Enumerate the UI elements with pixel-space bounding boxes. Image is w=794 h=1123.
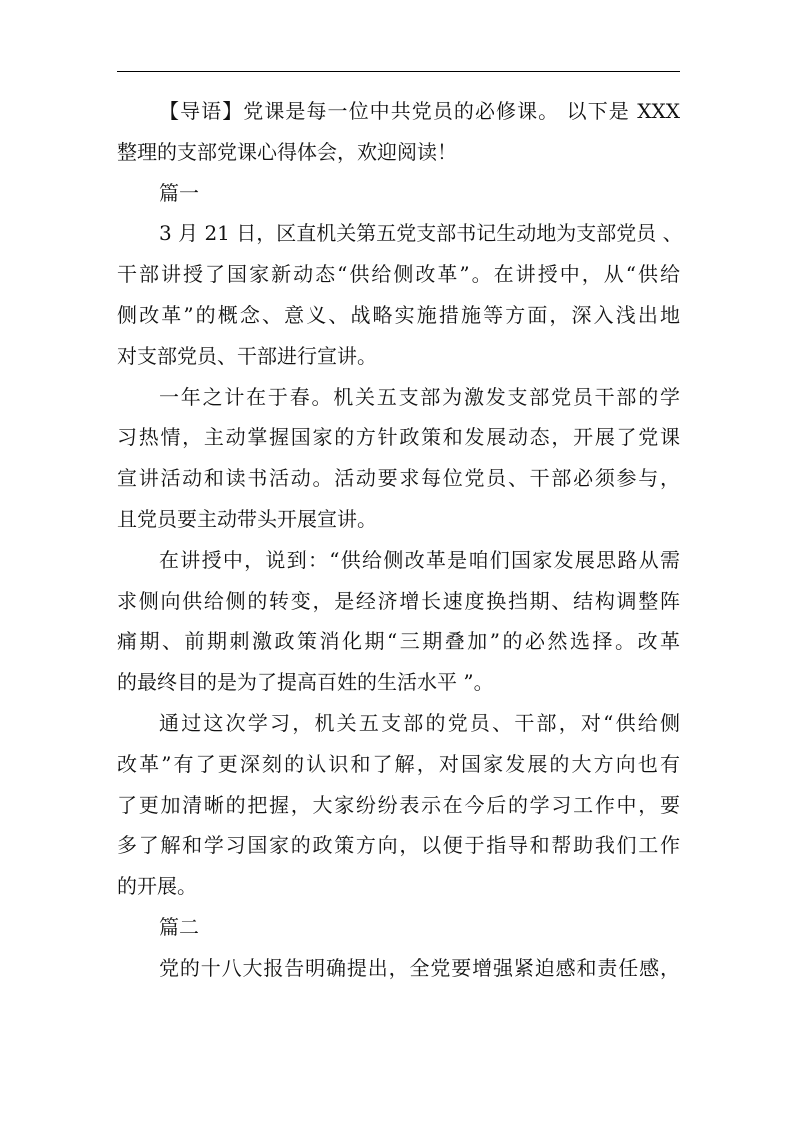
section-heading-1: 篇一	[159, 180, 199, 205]
paragraph-line: 侧改革”的概念、意义、战略实施措施等方面，深入浅出地	[117, 302, 680, 327]
paragraph-line: 在讲授中，说到：“供给侧改革是咱们国家发展思路从需	[159, 547, 680, 572]
section-heading-2: 篇二	[159, 914, 199, 939]
header-rule	[117, 71, 680, 72]
intro-line-2: 整理的支部党课心得体会，欢迎阅读！	[117, 139, 457, 164]
paragraph-line: 对支部党员、干部进行宣讲。	[117, 343, 377, 368]
paragraph-line: 干部讲授了国家新动态“供给侧改革”。在讲授中，从“供给	[117, 262, 680, 287]
paragraph-line: 多了解和学习国家的政策方向，以便于指导和帮助我们工作	[117, 833, 680, 858]
paragraph-line: 的最终目的是为了提高百姓的生活水平 ”。	[117, 670, 494, 695]
paragraph-line: 的开展。	[117, 874, 197, 899]
paragraph-line: 通过这次学习，机关五支部的党员、干部，对“供给侧	[159, 710, 680, 735]
paragraph-line: 3 月 21 日，区直机关第五党支部书记生动地为支部党员 、	[159, 221, 683, 246]
paragraph-line: 求侧向供给侧的转变，是经济增长速度换挡期、结构调整阵	[117, 588, 680, 613]
intro-line-1: 【导语】党课是每一位中共党员的必修课。 以下是 XXX	[159, 99, 680, 123]
paragraph-line: 党的十八大报告明确提出，全党要增强紧迫感和责任感，	[159, 955, 680, 980]
document-body	[117, 91, 683, 989]
paragraph-line: 宣讲活动和读书活动。活动要求每位党员、干部必须参与，	[117, 466, 680, 491]
paragraph-line: 改革”有了更深刻的认识和了解，对国家发展的大方向也有	[117, 751, 680, 776]
paragraph-line: 且党员要主动带头开展宣讲。	[117, 506, 377, 531]
paragraph-line: 痛期、前期刺激政策消化期“三期叠加”的必然选择。改革	[117, 629, 680, 654]
paragraph-line: 习热情，主动掌握国家的方针政策和发展动态，开展了党课	[117, 425, 680, 450]
paragraph-line: 了更加清晰的把握，大家纷纷表示在今后的学习工作中，要	[117, 792, 680, 817]
paragraph-line: 一年之计在于春。机关五支部为激发支部党员干部的学	[159, 384, 680, 409]
